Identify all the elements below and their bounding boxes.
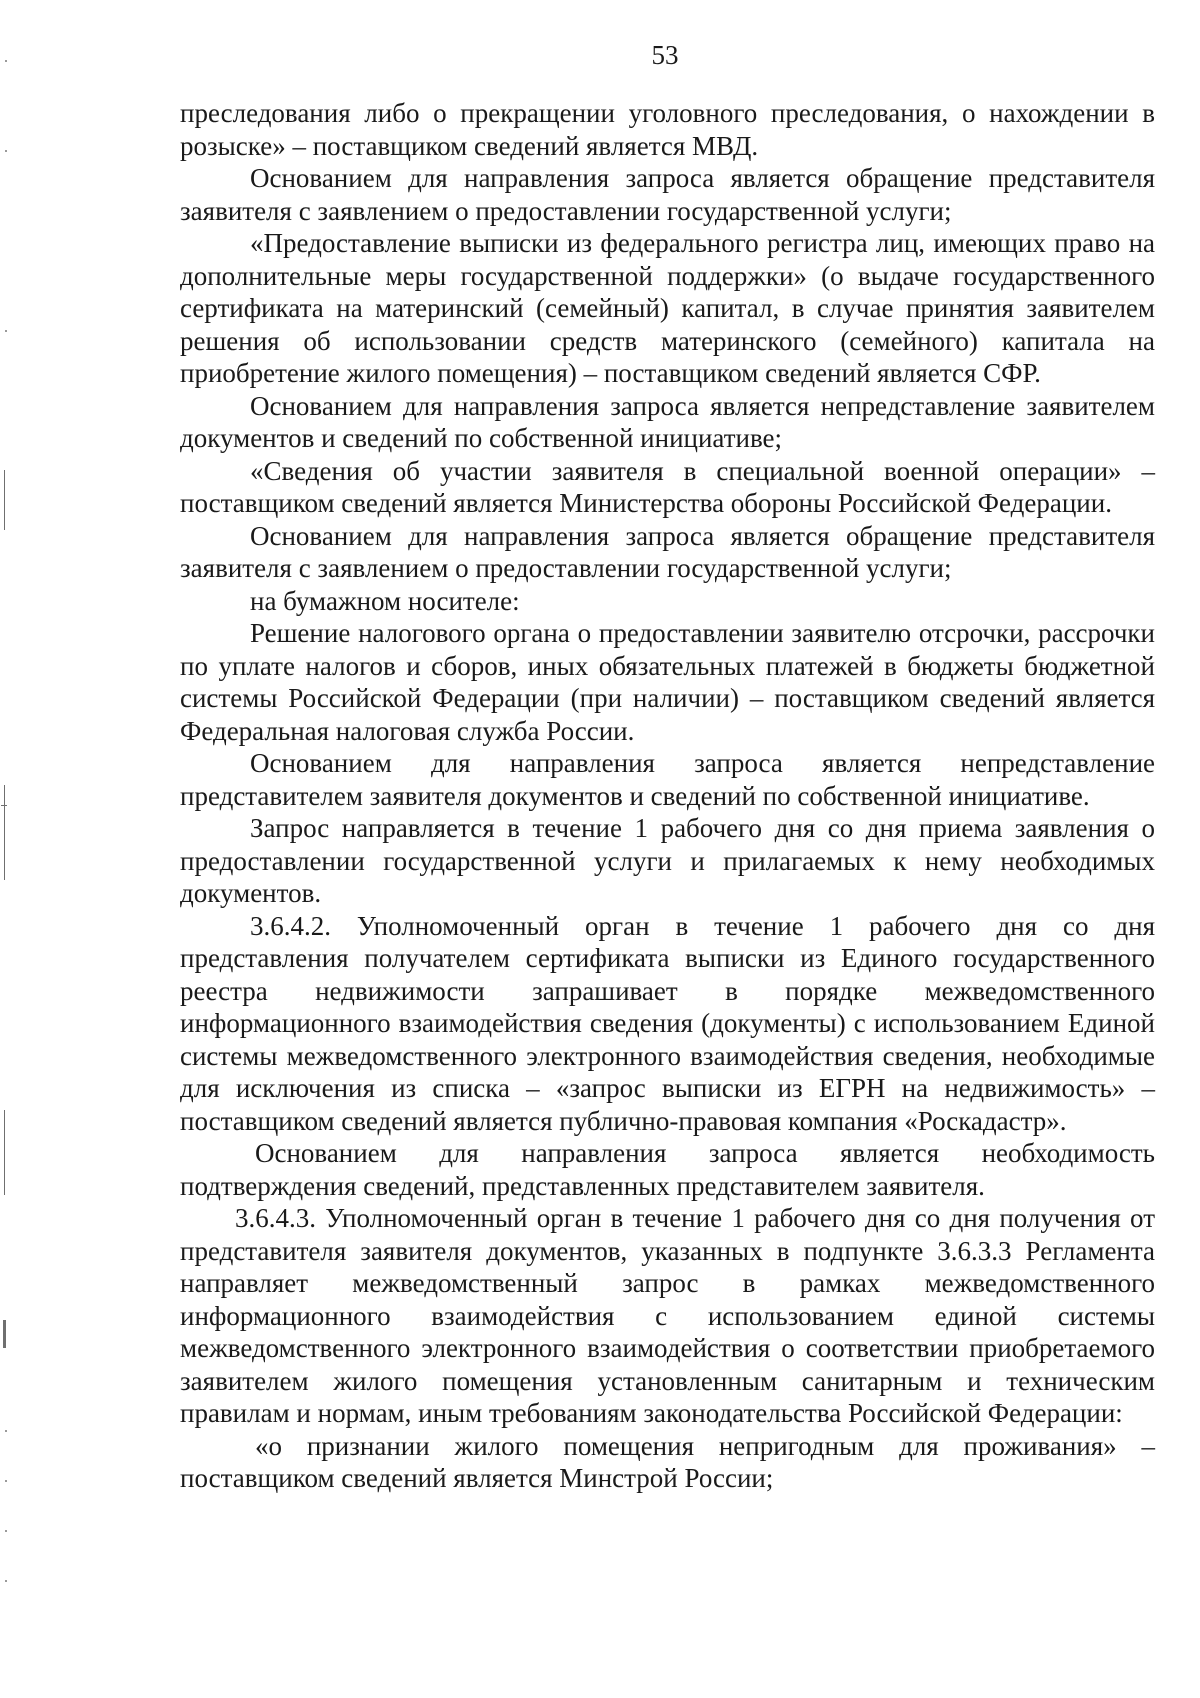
paragraph: 3.6.4.3. Уполномоченный орган в течение 1 рабочего дня со дня получения от представителя заявителя документов, указанных в подпункте 3.6.3.3 Регламента направляет межведомственный запрос в рамках межведомственного информационного взаимодействия с использованием единой системы межведомственного электронного взаимодействия о соответствии приобретаемого заявителем жилого помещения установленным санитарным и техническим правилам и нормам, иным требованиям законодательства Российской Федерации: bbox=[180, 1203, 1155, 1428]
paragraph: Запрос направляется в течение 1 рабочего дня со дня приема заявления о предоставлении государственной услуги и прилагаемых к нему необходимых документов. bbox=[180, 813, 1155, 908]
scan-artifact bbox=[4, 1110, 5, 1195]
scan-artifact bbox=[5, 1580, 7, 1582]
paragraph: Основанием для направления запроса является обращение представителя заявителя с заявлением о предоставлении государственной услуги; bbox=[180, 520, 1155, 583]
paragraph: «Предоставление выписки из федерального регистра лиц, имеющих право на дополнительные меры государственной поддержки» (о выдаче государственного сертификата на материнский (семейный) капитал, в случае принятия заявителем решения об использовании средств материнского (семейного) капитала на приобретение жилого помещения) – поставщиком сведений является СФР. bbox=[180, 228, 1155, 388]
scan-artifact bbox=[1, 805, 7, 806]
scan-artifact bbox=[5, 1480, 7, 1482]
body-text bbox=[180, 97, 1155, 1495]
scan-artifact bbox=[3, 1320, 6, 1348]
paragraph: 3.6.4.2. Уполномоченный орган в течение 1 рабочего дня со дня представления получателем сертификата выписки из Единого государственного реестра недвижимости запрашивает в порядке межведомственного информационного взаимодействия сведения (документы) с использованием Единой системы межведомственного электронного взаимодействия сведения, необходимые для исключения из списка – «запрос выписки из ЕГРН на недвижимость» – поставщиком сведений является публично-правовая компания «Роскадастр». bbox=[180, 910, 1155, 1136]
scan-artifact bbox=[5, 1430, 7, 1432]
scan-artifact bbox=[5, 1530, 7, 1532]
scan-artifact bbox=[5, 150, 7, 152]
paragraph: «о признании жилого помещения непригодным для проживания» – поставщиком сведений является Минстрой России; bbox=[180, 1430, 1155, 1493]
paragraph: Основанием для направления запроса является непредставление заявителем документов и сведений по собственной инициативе; bbox=[180, 390, 1155, 453]
page-number: 53 bbox=[651, 40, 679, 70]
scan-artifact bbox=[4, 785, 5, 880]
paragraph: Основанием для направления запроса является обращение представителя заявителя с заявлением о предоставлении государственной услуги; bbox=[180, 163, 1155, 226]
paragraph: Основанием для направления запроса является непредставление представителем заявителя документов и сведений по собственной инициативе. bbox=[180, 748, 1155, 811]
paragraph: преследования либо о прекращении уголовного преследования, о нахождении в розыске» – поставщиком сведений является МВД. bbox=[180, 98, 1155, 161]
paragraph: Основанием для направления запроса является необходимость подтверждения сведений, представленных представителем заявителя. bbox=[180, 1138, 1155, 1201]
paragraph: «Сведения об участии заявителя в специальной военной операции» – поставщиком сведений является Министерства обороны Российской Федерации. bbox=[180, 455, 1155, 518]
scan-artifact bbox=[5, 330, 7, 332]
paragraph: на бумажном носителе: bbox=[250, 585, 520, 616]
scan-artifact bbox=[4, 470, 5, 530]
paragraph: Решение налогового органа о предоставлении заявителю отсрочки, рассрочки по уплате налогов и сборов, иных обязательных платежей в бюджеты бюджетной системы Российской Федерации (при наличии) – поставщиком сведений является Федеральная налоговая служба России. bbox=[180, 618, 1155, 746]
